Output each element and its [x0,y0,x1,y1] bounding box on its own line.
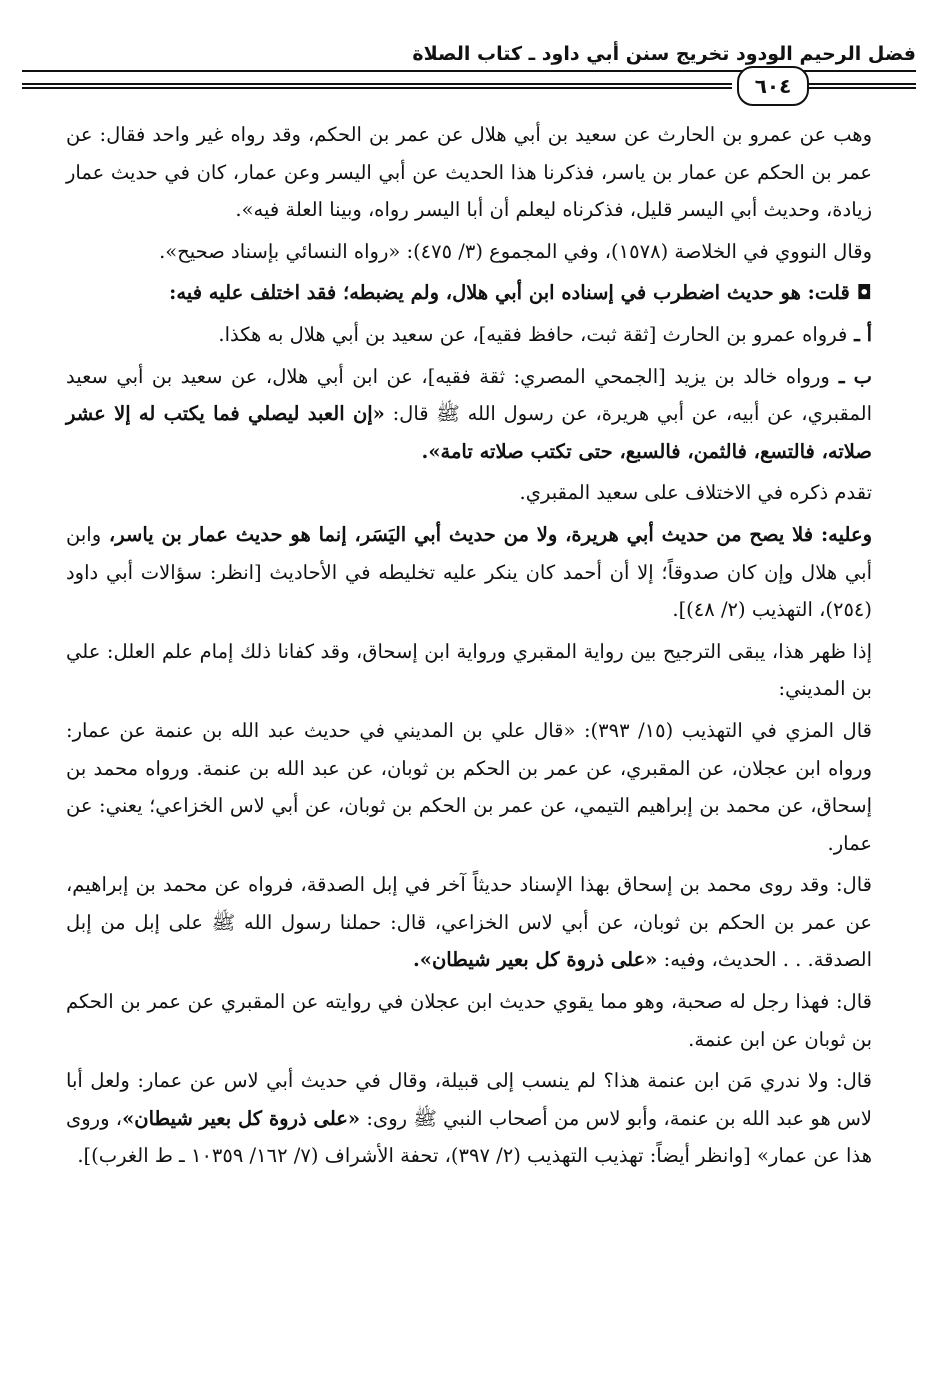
paragraph [66,474,872,512]
text-run: تقدم ذكره في الاختلاف على سعيد المقبري. [519,481,872,505]
paragraph [66,233,872,271]
text-run: وهب عن عمرو بن الحارث عن سعيد بن أبي هلال عن عمر بن الحكم، وقد رواه غير واحد فقال: عن عمر بن الحكم عن عمار بن ياسر، فذكرنا هذا الحديث عن أبي اليسر وعن عمار، كان في حديث عمار زيادة، وحديث أبي اليسر قليل، فذكرناه ليعلم أن أبا اليسر رواه، وبينا العلة فيه». [66,123,872,222]
text-run: «إن العبد ليصلي فما يكتب له إلا عشر صلاته، فالتسع، فالثمن، فالسبع، حتى تكتب صلاته تامة». [66,402,872,463]
paragraph [66,983,872,1058]
paragraph [66,866,872,979]
running-header: فضل الرحيم الودود تخريج سنن أبي داود ـ كتاب الصلاة [412,43,916,65]
text-run: وابن أبي هلال وإن كان صدوقاً؛ إلا أن أحمد كان ينكر عليه تخليطه في الأحاديث [انظر: سؤالات أبي داود (٢٥٤)، التهذيب (٢/ ٤٨)]. [66,522,872,622]
text-run: قال: فهذا رجل له صحبة، وهو مما يقوي حديث ابن عجلان في روايته عن المقبري عن عمر بن الحكم بن ثوبان عن ابن عنمة. [66,990,872,1051]
page-number-rule-right [804,83,916,89]
paragraph [66,516,872,629]
text-run: قال المزي في التهذيب (١٥/ ٣٩٣): «قال علي بن المديني في حديث عبد الله بن عنمة عن عمار: ورواه ابن عجلان، عن المقبري، عن عمر بن الحكم بن ثوبان، عن عبد الله بن عنمة. ورواه محمد بن إسحاق، عن محمد بن إبراهيم التيمي، عن عمر بن الحكم بن ثوبان، عن أبي لاس الخزاعي؛ يعني: عن عمار. [66,718,872,855]
text-run: ورواه خالد بن يزيد [الجمحي المصري: ثقة فقيه]، عن ابن أبي هلال، عن سعيد بن أبي سعيد المقبري، عن أبيه، عن أبي هريرة، عن رسول الله ﷺ قال: [66,364,872,426]
paragraph [66,633,872,708]
text-run: «على ذروة كل بعير شيطان» [122,1106,361,1130]
paragraph [66,116,872,229]
text-run: «على ذروة كل بعير شيطان». [413,948,658,972]
text-run: قال: وقد روى محمد بن إسحاق بهذا الإسناد حديثاً آخر في إبل الصدقة، فرواه عن محمد بن إبراهيم، عن عمر بن الحكم بن ثوبان، عن أبي لاس الخزاعي، قال: حملنا رسول الله ﷺ على إبل من إبل الصدقة. . . الحديث، وفيه: [66,873,872,972]
paragraph [66,316,872,354]
page-number-rule-left [22,83,732,89]
text-run: ، وروى هذا عن عمار» [وانظر أيضاً: تهذيب التهذيب (٢/ ٣٩٧)، تحفة الأشراف (٧/ ١٦٢/ ١٠٣٥٩ ـ ط الغرب)]. [66,1106,872,1168]
paragraph [66,274,872,312]
text-run: إذا ظهر هذا، يبقى الترجيح بين رواية المقبري ورواية ابن إسحاق، وقد كفانا ذلك إمام علم العلل: علي بن المديني: [66,639,872,701]
text-run: قال: ولا ندري مَن ابن عنمة هذا؟ لم ينسب إلى قبيلة، وقال في حديث أبي لاس عن عمار: ولعل أبا لاس هو عبد الله بن عنمة، وأبو لاس من أصحاب النبي ﷺ روى: [66,1069,872,1130]
text-run: ◘ قلت: هو حديث اضطرب في إسناده ابن أبي هلال، ولم يضبطه؛ فقد اختلف عليه فيه: [169,281,872,305]
body-text [66,116,872,1179]
text-run: وقال النووي في الخلاصة (١٥٧٨)، وفي المجموع (٣/ ٤٧٥): «رواه النسائي بإسناد صحيح». [159,239,872,263]
paragraph [66,712,872,862]
text-run: وعليه: فلا يصح من حديث أبي هريرة، ولا من حديث أبي اليَسَر، إنما هو حديث عمار بن ياسر، [101,522,872,546]
text-run: ب ـ [829,364,872,388]
paragraph [66,1062,872,1175]
text-run: أ ـ [847,322,872,346]
page-number: ٦٠٤ [737,66,809,106]
text-run: فرواه عمرو بن الحارث [ثقة ثبت، حافظ فقيه]، عن سعيد بن أبي هلال به هكذا. [218,322,848,346]
paragraph [66,358,872,471]
